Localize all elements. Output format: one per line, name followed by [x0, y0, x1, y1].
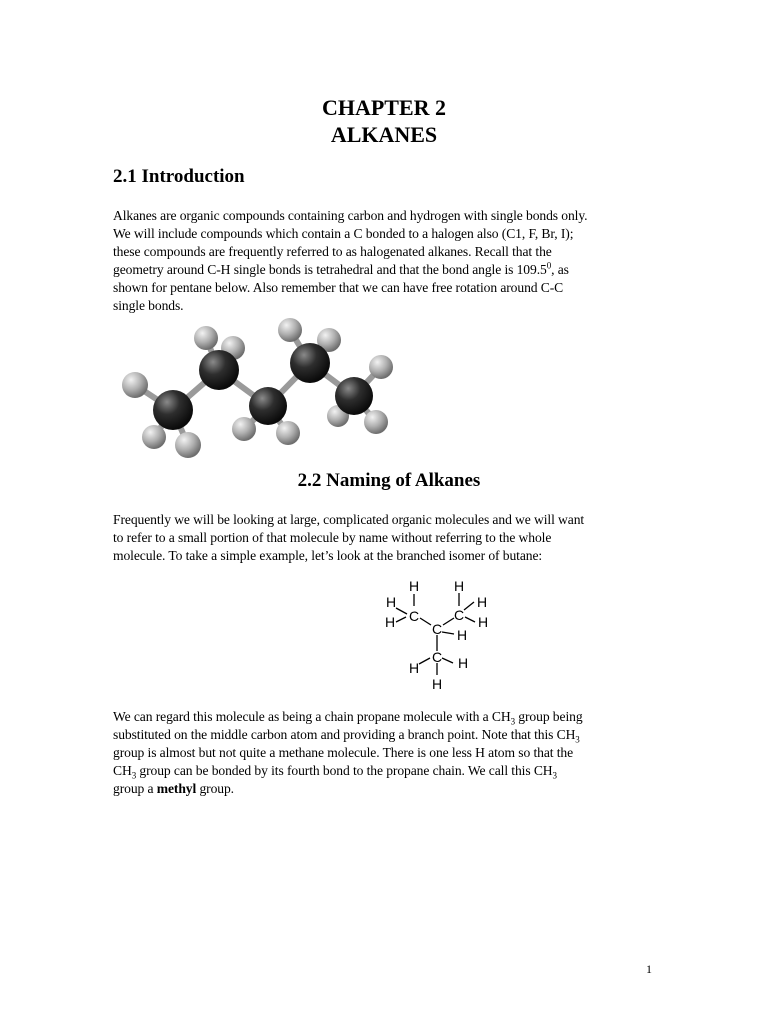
chapter-number: CHAPTER 2 [321, 95, 447, 120]
text-fragment: group being [515, 709, 583, 724]
text-line: single bonds. [113, 298, 184, 313]
atom-label-c: C [431, 621, 443, 637]
atom-label-h: H [453, 578, 465, 594]
text-fragment: substituted on the middle carbon atom and providing a branch point. Note that this CH [113, 727, 576, 742]
text-line: these compounds are frequently referred to as halogenated alkanes. Recall that the [113, 244, 552, 259]
text-fragment: CH [113, 763, 132, 778]
text-fragment: group can be bonded by its fourth bond to the propane chain. We call this CH [136, 763, 553, 778]
atom-label-h: H [476, 594, 488, 610]
text-line: Alkanes are organic compounds containing carbon and hydrogen with single bonds only. [113, 208, 588, 223]
atom-label-h: H [408, 578, 420, 594]
text-line [113, 726, 658, 744]
atom-label-h: H [477, 614, 489, 630]
text-fragment: group a [113, 781, 157, 796]
text-line [113, 261, 658, 279]
text-line [113, 708, 658, 726]
atom-label-h: H [457, 655, 469, 671]
introduction-paragraph [113, 207, 658, 315]
section-heading-introduction: 2.1 Introduction [113, 166, 245, 187]
naming-paragraph [113, 511, 658, 565]
degree-superscript: 0 [546, 260, 552, 271]
text-line: group is almost but not quite a methane molecule. There is one less H atom so that the [113, 745, 574, 760]
subscript: 3 [552, 770, 557, 781]
subscript: 3 [131, 770, 137, 781]
text-line: shown for pentane below. Also remember that we can have free rotation around C-C [113, 280, 564, 295]
methyl-term: methyl [156, 781, 197, 796]
text-line [113, 762, 658, 780]
pentane-ball-and-stick-model [113, 312, 403, 470]
text-line [113, 780, 658, 798]
atom-label-c: C [453, 607, 465, 623]
text-fragment: , as [551, 262, 569, 277]
atom-label-h: H [385, 594, 397, 610]
page-number: 1 [646, 962, 652, 976]
subscript: 3 [510, 716, 515, 727]
isobutane-structural-formula [375, 575, 500, 695]
text-line: Frequently we will be looking at large, complicated organic molecules and we will want [113, 512, 585, 527]
atom-label-h: H [384, 614, 396, 630]
text-fragment: geometry around C-H single bonds is tetrahedral and that the bond angle is 109.5 [113, 262, 547, 277]
methyl-paragraph [113, 708, 658, 798]
text-fragment: We can regard this molecule as being a chain propane molecule with a CH [113, 709, 511, 724]
atom-label-c: C [408, 608, 420, 624]
chapter-title: ALKANES [330, 122, 438, 147]
text-fragment: group. [196, 781, 234, 796]
text-line: to refer to a small portion of that molecule by name without referring to the whole [113, 530, 552, 545]
section-heading-naming: 2.2 Naming of Alkanes [297, 470, 481, 491]
text-line: We will include compounds which contain a C bonded to a halogen also (C1, F, Br, I); [113, 226, 574, 241]
atom-label-h: H [408, 660, 420, 676]
text-line: molecule. To take a simple example, let’s look at the branched isomer of butane: [113, 548, 543, 563]
subscript: 3 [575, 734, 580, 745]
atom-label-c: C [431, 649, 443, 665]
atom-label-h: H [431, 676, 443, 692]
atom-label-h: H [456, 627, 468, 643]
